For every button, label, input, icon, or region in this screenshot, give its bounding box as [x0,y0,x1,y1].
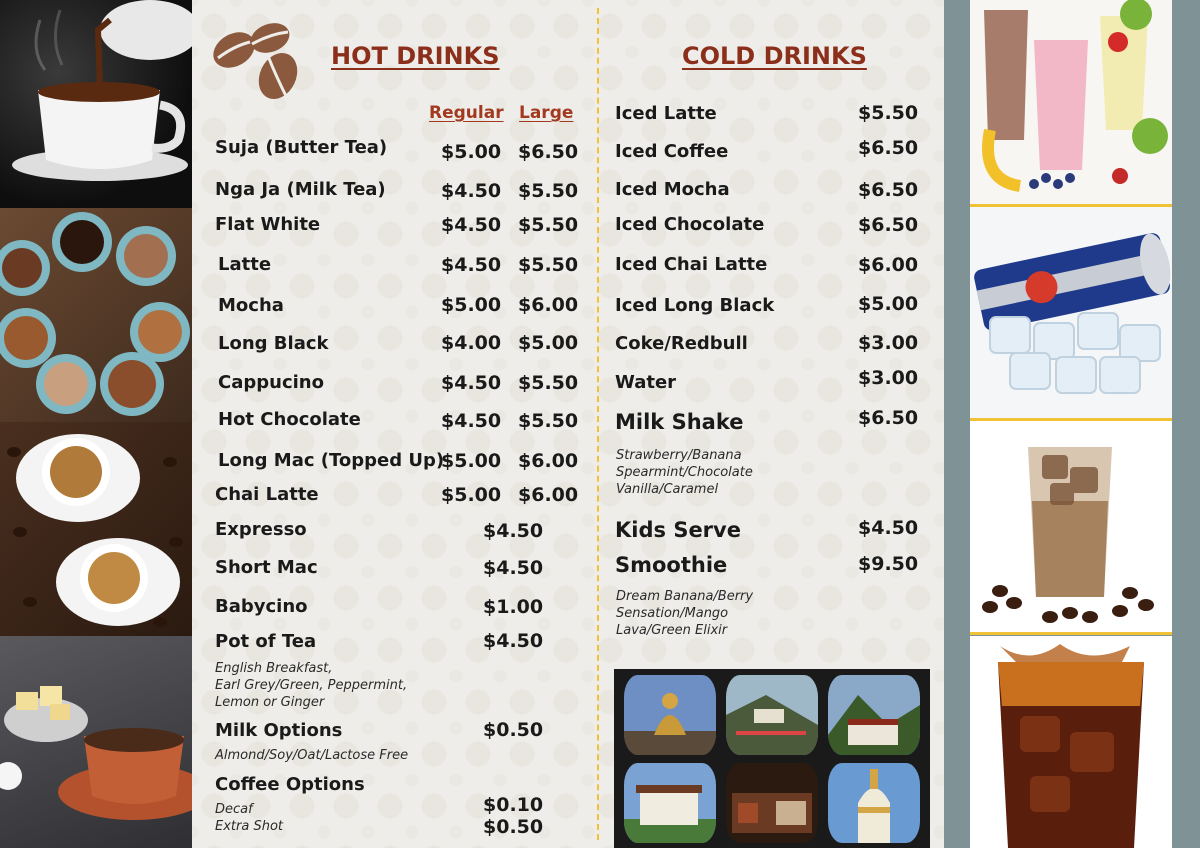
hot-item-regular-price: $4.00 [441,332,502,354]
cold-item-name: Water [615,372,677,393]
hot-item-name: Latte [218,254,272,275]
cold-item-name: Iced Long Black [615,295,775,316]
hot-item-large-price: $5.00 [518,332,579,354]
cold-item-name: Coke/Redbull [615,333,748,354]
monastery-photo [624,763,716,843]
photo-separator [970,632,1172,635]
hot-item-name: Nga Ja (Milk Tea) [215,179,386,200]
cold-item-name: Iced Chocolate [615,214,765,235]
hot-item-large-price: $5.50 [518,214,579,236]
cold-item-price: $6.00 [858,254,919,276]
hot-item-large-price: $5.50 [518,372,579,394]
golden-stupa-photo [828,763,920,843]
hot-item-regular-price: $5.00 [441,141,502,163]
tea-options-note: English Breakfast, Earl Grey/Green, Peppermint, Lemon or Ginger [215,661,408,710]
hot-item-large-price: $5.50 [518,410,579,432]
milk-options-note: Almond/Soy/Oat/Lactose Free [215,748,409,763]
energy-drink-ice-photo [970,207,1172,418]
hot-item-regular-price: $5.00 [441,294,502,316]
left-photo-column [0,0,192,848]
menu-item-name: Pot of Tea [215,631,317,652]
coffee-option-decaf-price: $0.10 [483,794,544,816]
cold-item-price: $6.50 [858,214,919,236]
cold-item-name: Iced Mocha [615,179,730,200]
hot-item-regular-price: $5.00 [441,484,502,506]
dzong-valley-photo [828,675,920,755]
hot-item-large-price: $6.50 [518,141,579,163]
cold-item-name: Iced Chai Latte [615,254,768,275]
menu-item-price: $1.00 [483,596,544,618]
large-header: Large [519,103,574,123]
hot-item-name: Mocha [218,295,284,316]
cold-item-price: $6.50 [858,407,919,429]
coffee-and-butter-photo [0,636,192,848]
milk-options-name: Milk Options [215,720,343,741]
hot-item-name: Cappucino [218,372,324,393]
hot-item-regular-price: $4.50 [441,254,502,276]
milk-options-price: $0.50 [483,719,544,741]
hot-item-large-price: $6.00 [518,294,579,316]
hot-item-regular-price: $4.50 [441,410,502,432]
hot-item-name: Chai Latte [215,484,319,505]
menu-item-price: $4.50 [483,557,544,579]
cold-item-price: $5.50 [858,102,919,124]
espresso-cups-beans-photo [0,422,192,636]
menu-item-price: $4.50 [483,630,544,652]
coffee-option-decaf: Decaf [215,802,253,817]
menu-panel [192,0,944,848]
column-divider [597,8,599,840]
hot-item-large-price: $5.50 [518,180,579,202]
cold-item-name: Iced Latte [615,103,717,124]
tea-pouring-photo [0,0,192,208]
hot-item-name: Long Black [218,333,329,354]
temple-corridor-photo [726,763,818,843]
smoothie-name: Smoothie [615,553,728,577]
cold-item-price: $6.50 [858,137,919,159]
coffee-option-extra-shot-price: $0.50 [483,816,544,838]
kids-serve-price: $4.50 [858,517,919,539]
bhutan-photo-collage [614,669,930,848]
cola-glass-photo [970,636,1172,848]
cold-item-name: Milk Shake [615,410,744,434]
smoothie-flavours-note: Dream Banana/Berry Sensation/Mango Lava/Green Elixir [616,589,754,638]
coffee-beans-icon [210,16,304,102]
cold-item-price: $3.00 [858,367,919,389]
menu-item-name: Babycino [215,596,308,617]
iced-latte-photo [970,421,1172,632]
hot-item-regular-price: $4.50 [441,372,502,394]
hot-item-large-price: $5.50 [518,254,579,276]
milkshakes-photo [970,0,1172,204]
coffee-option-extra-shot: Extra Shot [215,819,283,834]
tigers-nest-photo [726,675,818,755]
cold-item-name: Iced Coffee [615,141,729,162]
kids-serve-name: Kids Serve [615,518,741,542]
coffee-options-name: Coffee Options [215,774,365,795]
cold-drinks-title: COLD DRINKS [682,42,867,70]
right-photo-column [944,0,1200,848]
hot-item-name: Flat White [215,214,321,235]
buddha-statue-photo [624,675,716,755]
smoothie-price: $9.50 [858,553,919,575]
hot-item-name: Suja (Butter Tea) [215,137,388,158]
cold-item-price: $3.00 [858,332,919,354]
hot-drinks-title: HOT DRINKS [331,42,500,70]
hot-item-regular-price: $4.50 [441,214,502,236]
hot-item-large-price: $6.00 [518,450,579,472]
milkshake-flavours-note: Strawberry/Banana Spearmint/Chocolate Vanilla/Caramel [616,448,753,497]
cold-item-price: $5.00 [858,293,919,315]
hot-item-regular-price: $5.00 [441,450,502,472]
hot-item-name: Hot Chocolate [218,409,361,430]
cold-item-price: $6.50 [858,179,919,201]
coffee-cups-circle-photo [0,208,192,422]
menu-item-name: Expresso [215,519,307,540]
hot-item-regular-price: $4.50 [441,180,502,202]
regular-header: Regular [429,103,504,123]
hot-item-large-price: $6.00 [518,484,579,506]
menu-item-price: $4.50 [483,520,544,542]
hot-item-name: Long Mac (Topped Up) [218,450,445,471]
menu-item-name: Short Mac [215,557,318,578]
